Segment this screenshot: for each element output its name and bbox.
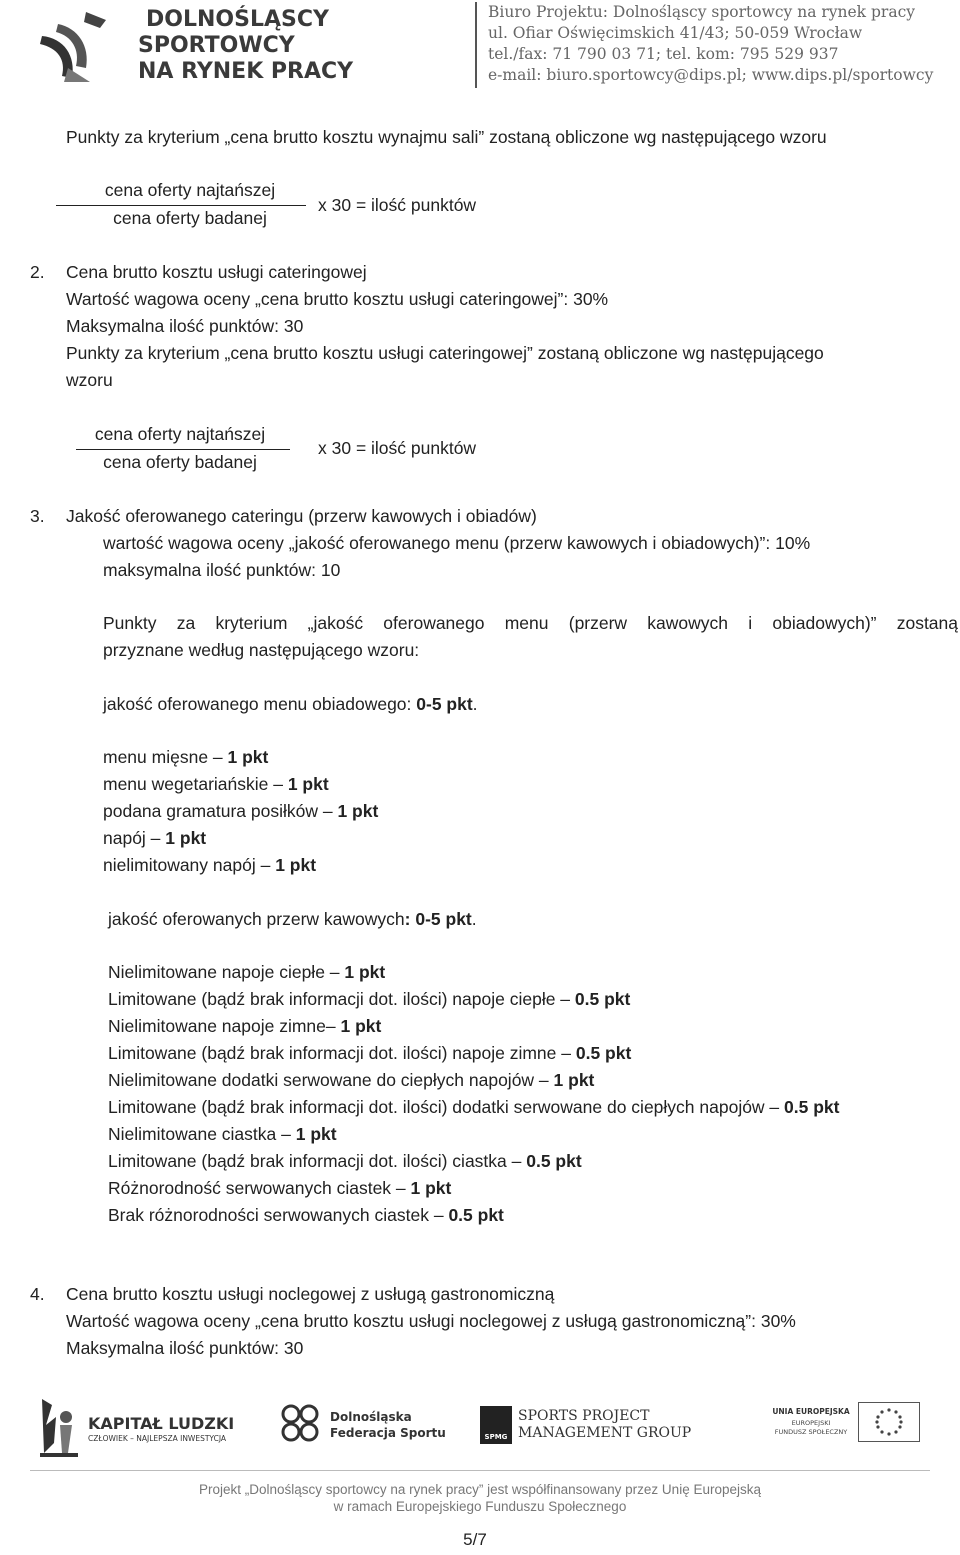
eu-flag-icon	[858, 1402, 920, 1442]
list-item: Nielimitowane dodatki serwowane do ciepłych napojów – 1 pkt	[108, 1070, 595, 1090]
section-2-paragraph-line-2: wzoru	[66, 370, 113, 390]
section-3-number: 3.	[30, 506, 45, 526]
project-logo-icon	[28, 6, 128, 86]
section-4-weight: Wartość wagowa oceny „cena brutto kosztu usługi noclegowej z usługą gastronomiczną”: 30%	[66, 1311, 796, 1331]
section-3-weight: wartość wagowa oceny „jakość oferowanego menu (przerw kawowych i obiadowych)”: 10%	[103, 533, 811, 553]
header-divider	[475, 2, 477, 88]
formula-1-numerator: cena oferty najtańszej	[104, 180, 276, 200]
spmg-logo-icon	[480, 1406, 512, 1444]
contact-line-3: tel./fax: 71 790 03 71; tel. kom: 795 529 937	[488, 45, 839, 63]
formula-2-numerator: cena oferty najtańszej	[94, 424, 266, 444]
contact-line-1: Biuro Projektu: Dolnośląscy sportowcy na rynek pracy	[488, 3, 916, 21]
spmg-badge-text: SPMG	[484, 1433, 508, 1441]
section-2-paragraph-line-1: Punkty za kryterium „cena brutto kosztu usługi cateringowej” zostaną obliczone wg następującego	[66, 343, 824, 363]
list-item: menu mięsne – 1 pkt	[103, 747, 269, 767]
federacja-sportu-line-2: Federacja Sportu	[330, 1426, 446, 1440]
contact-line-4: e-mail: biuro.sportowcy@dips.pl; www.dips.pl/sportowcy	[488, 66, 934, 84]
list-item: Limitowane (bądź brak informacji dot. ilości) ciastka – 0.5 pkt	[108, 1151, 582, 1171]
section-2-weight: Wartość wagowa oceny „cena brutto kosztu usługi cateringowej”: 30%	[66, 289, 609, 309]
contact-line-2: ul. Ofiar Oświęcimskich 41/43; 50-059 Wrocław	[488, 24, 863, 42]
list-item: Limitowane (bądź brak informacji dot. ilości) napoje ciepłe – 0.5 pkt	[108, 989, 631, 1009]
section-2-max-points: Maksymalna ilość punktów: 30	[66, 316, 304, 336]
eu-line-2: EUROPEJSKI	[791, 1419, 831, 1427]
section-4-title: Cena brutto kosztu usługi noclegowej z usługą gastronomiczną	[66, 1284, 555, 1304]
list-item: menu wegetariańskie – 1 pkt	[103, 774, 329, 794]
section-2-number: 2.	[30, 262, 45, 282]
funding-note-line-1: Projekt „Dolnośląscy sportowcy na rynek pracy” jest współfinansowany przez Unię Europejską	[199, 1482, 761, 1497]
list-item: Nielimitowane napoje zimne– 1 pkt	[108, 1016, 382, 1036]
footer-divider	[30, 1470, 930, 1471]
section-2-title: Cena brutto kosztu usługi cateringowej	[66, 262, 367, 282]
section-3-title: Jakość oferowanego cateringu (przerw kawowych i obiadów)	[66, 506, 537, 526]
section-3-paragraph-line-1: Punkty za kryterium „jakość oferowanego menu (przerw kawowych i obiadowych)” zostaną	[103, 613, 958, 633]
kapital-ludzki-logo-icon	[38, 1395, 80, 1457]
list-item: napój – 1 pkt	[103, 828, 207, 848]
list-item: Brak różnorodności serwowanych ciastek – 0.5 pkt	[108, 1205, 504, 1225]
logo-line-2: SPORTOWCY	[138, 33, 295, 58]
section-4-max-points: Maksymalna ilość punktów: 30	[66, 1338, 304, 1358]
list-item: nielimitowany napój – 1 pkt	[103, 855, 317, 875]
eu-line-1: UNIA EUROPEJSKA	[772, 1407, 850, 1416]
eu-line-3: FUNDUSZ SPOŁECZNY	[774, 1428, 848, 1436]
formula-1-result: x 30 = ilość punktów	[318, 195, 477, 215]
federacja-sportu-line-1: Dolnośląska	[330, 1410, 412, 1424]
funding-note-line-2: w ramach Europejskiego Funduszu Społecznego	[333, 1499, 627, 1514]
section-4-number: 4.	[30, 1284, 45, 1304]
list-item: Limitowane (bądź brak informacji dot. ilości) napoje zimne – 0.5 pkt	[108, 1043, 632, 1063]
formula-2-denominator: cena oferty badanej	[103, 452, 257, 472]
kapital-ludzki-subtitle: CZŁOWIEK – NAJLEPSZA INWESTYCJA	[88, 1434, 227, 1443]
list-item: Różnorodność serwowanych ciastek – 1 pkt	[108, 1178, 452, 1198]
section-3-max-points: maksymalna ilość punktów: 10	[103, 560, 341, 580]
formula-1-denominator: cena oferty badanej	[113, 208, 267, 228]
dinner-menu-heading: jakość oferowanego menu obiadowego: 0-5 pkt.	[103, 694, 478, 714]
list-item: Nielimitowane ciastka – 1 pkt	[108, 1124, 337, 1144]
list-item: podana gramatura posiłków – 1 pkt	[103, 801, 379, 821]
section-3-paragraph-line-2: przyznane według następującego wzoru:	[103, 640, 420, 660]
logo-line-1: DOLNOŚLĄSCY	[146, 7, 329, 32]
kapital-ludzki-title: KAPITAŁ LUDZKI	[88, 1414, 235, 1433]
formula-2-result: x 30 = ilość punktów	[318, 438, 477, 458]
list-item: Limitowane (bądź brak informacji dot. ilości) dodatki serwowane do ciepłych napojów – 0.5 pkt	[108, 1097, 840, 1117]
formula-1-fraction-line	[56, 205, 306, 206]
spmg-line-1: SPORTS PROJECT	[518, 1408, 650, 1424]
list-item: Nielimitowane napoje ciepłe – 1 pkt	[108, 962, 386, 982]
federacja-sportu-logo-icon	[280, 1403, 324, 1447]
formula-2-fraction-line	[76, 449, 290, 450]
page-number: 5/7	[463, 1530, 487, 1549]
logo-line-3: NA RYNEK PRACY	[138, 59, 354, 84]
spmg-line-2: MANAGEMENT GROUP	[518, 1425, 692, 1441]
coffee-break-heading: jakość oferowanych przerw kawowych: 0-5 pkt.	[108, 909, 477, 929]
intro-paragraph: Punkty za kryterium „cena brutto kosztu wynajmu sali” zostaną obliczone wg następującego wzoru	[66, 127, 827, 147]
